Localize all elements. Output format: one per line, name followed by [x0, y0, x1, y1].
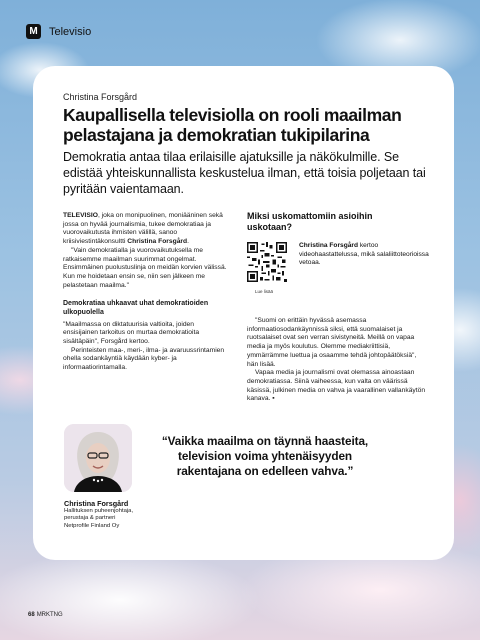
author-signature: [64, 499, 184, 530]
article-lede: Demokratia antaa tilaa erilaisille ajatuksille ja näkökulmille. Se edistää yhteiskunnallista keskustelua ilman, että toisia poljetaan tai pyritään vaientamaan.: [63, 150, 426, 196]
page-footer: 68 MRKTNG: [28, 612, 63, 618]
signature-name: Christina Forsgård: [64, 499, 129, 508]
signature-company: Netprofile Finland Oy: [64, 522, 120, 529]
subheading: Demokratiaa uhkaavat uhat demokratioiden ulkopuolella: [63, 300, 209, 316]
video-box-title: Miksi uskomattomiin asioihin uskotaan?: [247, 211, 373, 232]
qr-code-icon[interactable]: [247, 242, 287, 282]
article-author: Christina Forsgård: [63, 92, 138, 102]
signature-title: Hallituksen puheenjohtaja,: [64, 508, 134, 514]
paragraph: Perinteisten maa-, meri-, ilma- ja avaruussrintamien ohella sodankäyntiä käydään kyber- ja informaatiorintamalla.: [63, 346, 225, 372]
article-card: [33, 66, 454, 560]
right-column: [247, 317, 427, 404]
paragraph: "Suomi on erittäin hyvässä asemassa informaatiosodankäynnissä siksi, että suomalaiset ja ruotsalaiset ovat sen verran sivistyneitä. Meillä on vapaa media ja myös koulutus. Olemme mediakriittisiä, ymmärrämme luettua ja osaamme tehdä johtopäätöksiä", hän lisää.: [247, 317, 417, 368]
paragraph: Vapaa media ja journalismi ovat olemassa ainoastaan demokratiassa. Siinä vaiheessa, kun valta on väärissä käsissä, julkinen media on vahva ja vaarallinen vallankäytön kanava. ▪: [247, 369, 426, 403]
magazine-logo-icon: M: [26, 24, 41, 39]
qr-label: Lue lisää: [255, 289, 274, 294]
author-portrait: [64, 424, 132, 492]
paragraph: "Maailmassa on diktatuurisia valtioita, joiden ensisijainen tarkoitus on murtaa demokratioita sisältäpäin", Forsgård kertoo.: [63, 320, 200, 345]
portrait-illustration: [64, 424, 132, 492]
section-header: [26, 24, 91, 39]
section-label: Televisio: [49, 25, 92, 38]
paragraph-quote: "Vain demokratialla ja vuorovaikutuksella me ratkaisemme maailman suurimmat ongelmat. Ensimmäinen puolustuslinja on meidän korvien välissä. Kun me hoidetaan ensin se, niin sen jälkeen me pelastetaan maailma.": [63, 246, 227, 289]
left-column: [63, 212, 229, 373]
signature-role: perustaja & partneri: [64, 515, 116, 522]
pull-quote: “Vaikka maailma on täynnä haasteita, television voima yhtenäisyyden rakentajana on edelleen vahva.”: [161, 434, 369, 478]
video-box-text: Christina Forsgård kertoo videohaastattelussa, mikä salaliittoteorioissa vetoaa.: [299, 242, 429, 266]
article-title: Kaupallisella televisiolla on rooli maailman pelastajana ja demokratian tukipilarina: [63, 105, 402, 145]
paragraph-intro: TELEVISIO, joka on monipuolinen, moniääninen sekä jossa on hyvää journalismia, tukee demokratiaa ja vuorovaikutusta ihmisten välillä, sanoo kriisiviestintäkonsultti Christina Forsgård.: [63, 212, 223, 246]
